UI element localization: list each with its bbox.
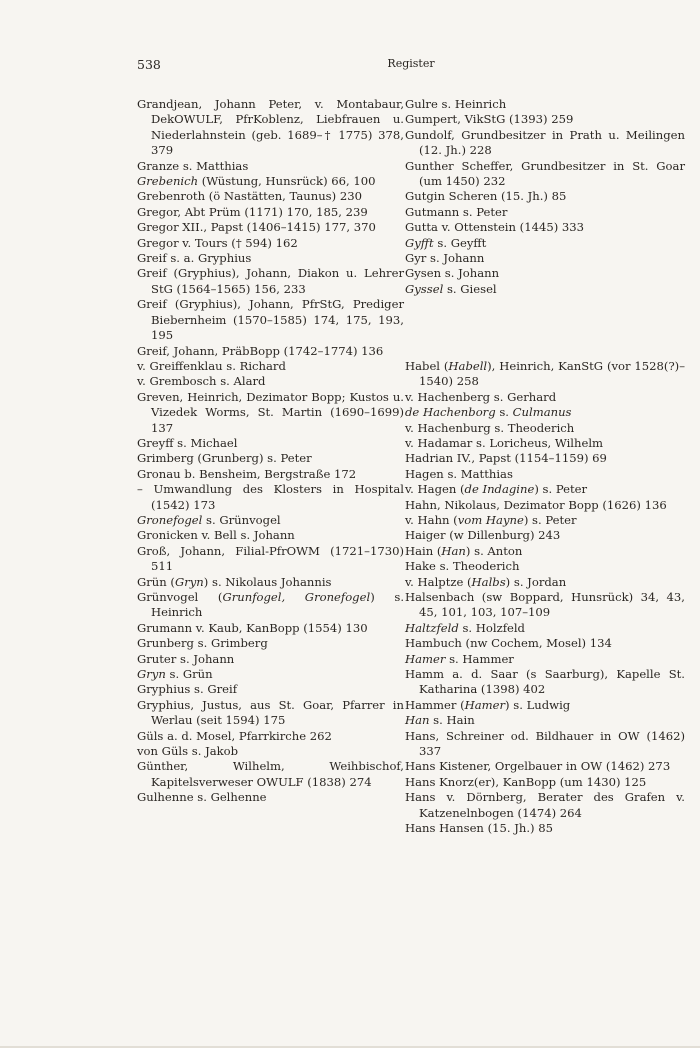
- index-entry: Gundolf, Grundbesitzer in Prath u. Meilingen (12. Jh.) 228: [405, 127, 685, 158]
- index-column-left: [137, 97, 404, 806]
- index-entry: Halsenbach (sw Boppard, Hunsrück) 34, 43, 45, 101, 103, 107–109: [405, 589, 685, 620]
- index-entry: Greyff s. Michael: [137, 435, 238, 450]
- index-entry: Gryphius, Justus, aus St. Goar, Pfarrer in Werlau (seit 1594) 175: [137, 697, 404, 728]
- index-entry: v. Greiffenklau s. Richard: [137, 358, 286, 373]
- index-entry: Grunberg s. Grimberg: [137, 636, 268, 651]
- index-entry: Haiger (w Dillenburg) 243: [405, 528, 561, 543]
- index-entry: Greif (Gryphius), Johann, Diakon u. Lehrer StG (1564–1565) 156, 233: [137, 266, 404, 296]
- index-entry: Gryphius s. Greif: [137, 682, 238, 697]
- index-entry: Greif, Johann, PräbBopp (1742–1774) 136: [137, 343, 384, 358]
- index-entry: Gutta v. Ottenstein (1445) 333: [405, 220, 585, 235]
- index-entry: Hahn, Nikolaus, Dezimator Bopp (1626) 136: [405, 497, 667, 512]
- index-entry: Gumpert, VikStG (1393) 259: [405, 112, 574, 127]
- index-entry: Gutgin Scheren (15. Jh.) 85: [405, 189, 567, 204]
- running-head: Register: [387, 57, 435, 70]
- index-entry: Greif s. a. Gryphius: [137, 251, 252, 266]
- index-entry: Hans Kistener, Orgelbauer in OW (1462) 273: [405, 759, 671, 774]
- index-entry: Grimberg (Grunberg) s. Peter: [137, 451, 312, 466]
- index-entry: Han s. Hain: [405, 713, 475, 728]
- index-entry: Grünvogel (Grunfogel, Gronefogel) s. Heinrich: [137, 590, 405, 620]
- index-entry: Grün (Gryn) s. Nikolaus Johannis: [137, 574, 332, 589]
- index-entry: Haltzfeld s. Holzfeld: [405, 620, 525, 635]
- index-entry: Granze s. Matthias: [137, 158, 249, 173]
- index-entry: v. Hachenburg s. Theoderich: [405, 420, 575, 435]
- index-entry: Gronefogel s. Grünvogel: [137, 512, 281, 527]
- index-entry: Grumann v. Kaub, KanBopp (1554) 130: [137, 620, 368, 635]
- index-entry: – Umwandlung des Klosters in Hospital (1542) 173: [137, 482, 404, 512]
- index-entry: v. Halptze (Halbs) s. Jordan: [405, 574, 567, 589]
- index-entry: Hammer (Hamer) s. Ludwig: [405, 697, 571, 712]
- index-entry: von Güls s. Jakob: [137, 744, 239, 759]
- index-entry: Hans Hansen (15. Jh.) 85: [405, 821, 553, 836]
- index-entry: Güls a. d. Mosel, Pfarrkirche 262: [137, 728, 332, 743]
- index-entry: Gulhenne s. Gelhenne: [137, 790, 267, 805]
- index-entry: Gregor, Abt Prüm (1171) 170, 185, 239: [137, 204, 368, 219]
- index-entry: Grebenroth (ö Nastätten, Taunus) 230: [137, 189, 362, 204]
- index-entry: v. Hagen (de Indagine) s. Peter: [405, 482, 588, 497]
- index-entry: Gutmann s. Peter: [405, 204, 508, 219]
- index-entry: Gruter s. Johann: [137, 651, 235, 666]
- index-entry: Gregor v. Tours († 594) 162: [137, 235, 298, 250]
- index-column-right: [405, 97, 685, 836]
- index-entry: Groß, Johann, Filial-PfrOWM (1721–1730) 511: [137, 543, 404, 574]
- index-entry: Gronicken v. Bell s. Johann: [137, 528, 295, 543]
- index-entry: Hans, Schreiner od. Bildhauer in OW (1462) 337: [405, 728, 685, 759]
- index-entry: Habel (Habell), Heinrich, KanStG (vor 1528(?)–1540) 258: [405, 358, 685, 389]
- index-entry: Hake s. Theoderich: [405, 559, 520, 574]
- index-entry: Gyfft s. Geyfft: [405, 235, 487, 250]
- index-entry: v. Hahn (vom Hayne) s. Peter: [405, 512, 577, 527]
- index-entry: Greif (Gryphius), Johann, PfrStG, Prediger Biebernheim (1570–1585) 174, 175, 193, 195: [137, 297, 404, 343]
- index-entry: Greven, Heinrich, Dezimator Bopp; Kustos u. Vizedek Worms, St. Martin (1690–1699) 137: [137, 389, 404, 435]
- index-entry: Gunther Scheffer, Grundbesitzer in St. Goar (um 1450) 232: [405, 158, 685, 189]
- index-entry: Gyssel s. Giesel: [405, 281, 497, 296]
- index-entry: Gyr s. Johann: [405, 251, 485, 266]
- index-entry: v. Grembosch s. Alard: [137, 374, 266, 389]
- section-gap: [405, 297, 685, 359]
- index-entry: Gysen s. Johann: [405, 266, 500, 281]
- index-entry: Gryn s. Grün: [137, 667, 213, 682]
- index-entry: Hamm a. d. Saar (s Saarburg), Kapelle St. Katharina (1398) 402: [405, 667, 685, 697]
- index-entry: Hans v. Dörnberg, Berater des Grafen v. Katzenelnbogen (1474) 264: [405, 790, 685, 820]
- index-entry: Hadrian IV., Papst (1154–1159) 69: [405, 451, 607, 466]
- index-entry: Grandjean, Johann Peter, v. Montabaur, DekOWULF, PfrKoblenz, Liebfrauen u. Niederlahnstein (geb. 1689–† 1775) 378, 379: [137, 97, 404, 158]
- index-entry: v. Hachenberg s. Gerhard: [405, 389, 557, 404]
- index-entry: Hans Knorz(er), KanBopp (um 1430) 125: [405, 774, 647, 789]
- page-header: [137, 57, 685, 77]
- index-entry: Gregor XII., Papst (1406–1415) 177, 370: [137, 220, 376, 235]
- index-entry: Hambuch (nw Cochem, Mosel) 134: [405, 636, 612, 651]
- index-entry: Gulre s. Heinrich: [405, 97, 507, 111]
- index-entry: Hain (Han) s. Anton: [405, 543, 523, 558]
- index-entry: de Hachenborg s. Culmanus: [405, 405, 572, 420]
- index-entry: Grebenich (Wüstung, Hunsrück) 66, 100: [137, 174, 376, 189]
- index-entry: Gronau b. Bensheim, Bergstraße 172: [137, 466, 357, 481]
- index-entry: v. Hadamar s. Loricheus, Wilhelm: [405, 435, 604, 450]
- page-number: 538: [137, 57, 161, 72]
- index-entry: Hamer s. Hammer: [405, 651, 514, 666]
- index-entry: Günther, Wilhelm, Weihbischof, Kapitelsverweser OWULF (1838) 274: [137, 759, 404, 789]
- index-entry: Hagen s. Matthias: [405, 466, 513, 481]
